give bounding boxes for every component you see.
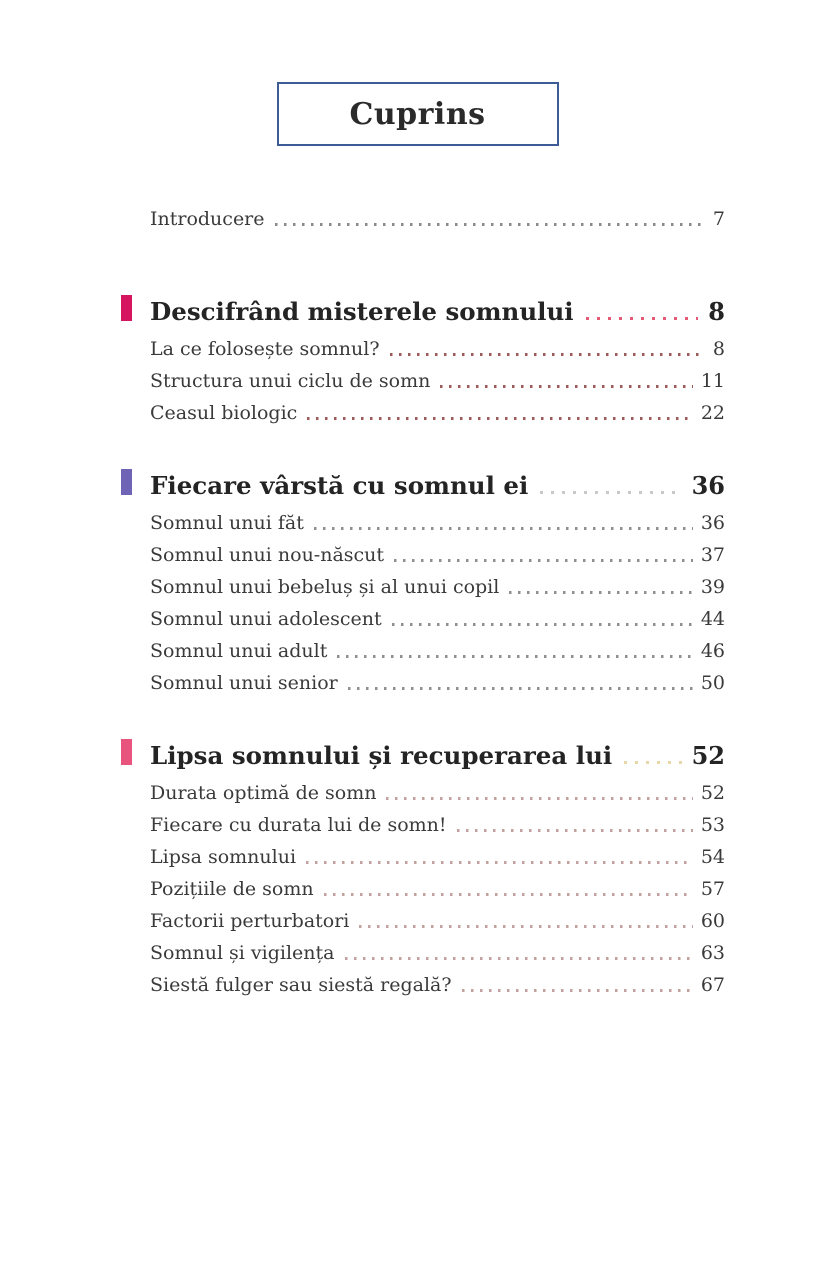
- dot-leader: [314, 527, 693, 530]
- toc-entry[interactable]: [150, 536, 725, 568]
- entry-label: Structura unui ciclu de somn: [150, 370, 431, 392]
- section-title: Descifrând misterele somnului: [150, 297, 574, 326]
- page-number: 57: [700, 878, 725, 900]
- toc-entry[interactable]: [150, 632, 725, 664]
- entry-label: Siestă fulger sau siestă regală?: [150, 974, 452, 996]
- toc-section-heading[interactable]: [150, 462, 725, 502]
- toc-entry[interactable]: [150, 330, 725, 362]
- entry-label: Somnul unui adult: [150, 640, 328, 662]
- entry-label: Pozițiile de somn: [150, 878, 314, 900]
- page-number: 67: [700, 974, 725, 996]
- dot-leader: [324, 893, 693, 896]
- toc-sections: [150, 288, 725, 998]
- dot-leader: [586, 317, 699, 321]
- page-number: 44: [700, 608, 725, 630]
- toc-entry[interactable]: [150, 600, 725, 632]
- dot-leader: [337, 655, 692, 658]
- dot-leader: [440, 385, 692, 388]
- page-number: 8: [712, 338, 725, 360]
- page-number: 60: [700, 910, 725, 932]
- toc-entry[interactable]: [150, 362, 725, 394]
- toc-entry[interactable]: [150, 504, 725, 536]
- entry-label: Durata optimă de somn: [150, 782, 377, 804]
- toc-section: [150, 462, 725, 696]
- toc-entry[interactable]: [150, 934, 725, 966]
- toc-content: [150, 200, 725, 998]
- section-accent-bar: [121, 469, 132, 495]
- entry-label: Factorii perturbatori: [150, 910, 350, 932]
- page-title: Cuprins: [349, 96, 486, 132]
- dot-leader: [462, 989, 693, 992]
- dot-leader: [624, 761, 681, 765]
- page-number: 46: [700, 640, 725, 662]
- toc-section: [150, 732, 725, 998]
- toc-entry[interactable]: [150, 394, 725, 426]
- toc-entry[interactable]: [150, 664, 725, 696]
- page-number: 52: [691, 741, 725, 770]
- page-number: 36: [700, 512, 725, 534]
- page-number: 8: [708, 297, 725, 326]
- toc-section: [150, 288, 725, 426]
- dot-leader: [348, 687, 693, 690]
- dot-leader: [345, 957, 693, 960]
- dot-leader: [540, 491, 681, 495]
- entry-label: Somnul unui făt: [150, 512, 304, 534]
- dot-leader: [275, 223, 705, 226]
- toc-page: [0, 82, 835, 1282]
- entry-label: Introducere: [150, 208, 265, 230]
- dot-leader: [390, 353, 705, 356]
- section-title: Fiecare vârstă cu somnul ei: [150, 471, 529, 500]
- dot-leader: [359, 925, 692, 928]
- entry-label: Somnul unui adolescent: [150, 608, 382, 630]
- dot-leader: [392, 623, 693, 626]
- section-accent-bar: [121, 739, 132, 765]
- toc-entry[interactable]: [150, 806, 725, 838]
- entry-label: Lipsa somnului: [150, 846, 297, 868]
- dot-leader: [306, 861, 693, 864]
- dot-leader: [386, 797, 692, 800]
- toc-entry[interactable]: [150, 966, 725, 998]
- entry-label: Somnul unui bebeluș și al unui copil: [150, 576, 500, 598]
- toc-title-box: [277, 82, 559, 146]
- page-number: 54: [700, 846, 725, 868]
- toc-entry[interactable]: [150, 774, 725, 806]
- page-number: 36: [691, 471, 725, 500]
- toc-section-heading[interactable]: [150, 732, 725, 772]
- dot-leader: [457, 829, 693, 832]
- page-number: 63: [700, 942, 725, 964]
- toc-entry[interactable]: [150, 870, 725, 902]
- toc-entry-introducere[interactable]: [150, 200, 725, 232]
- section-accent-bar: [121, 295, 132, 321]
- page-number: 7: [712, 208, 725, 230]
- page-number: 50: [700, 672, 725, 694]
- page-number: 39: [700, 576, 725, 598]
- page-number: 37: [700, 544, 725, 566]
- entry-label: Ceasul biologic: [150, 402, 298, 424]
- page-number: 53: [700, 814, 725, 836]
- entry-label: Somnul unui nou-născut: [150, 544, 385, 566]
- toc-entry[interactable]: [150, 838, 725, 870]
- entry-label: La ce folosește somnul?: [150, 338, 380, 360]
- dot-leader: [509, 591, 692, 594]
- page-number: 22: [700, 402, 725, 424]
- dot-leader: [307, 417, 693, 420]
- toc-section-heading[interactable]: [150, 288, 725, 328]
- toc-entry[interactable]: [150, 568, 725, 600]
- entry-label: Somnul și vigilența: [150, 942, 335, 964]
- toc-entry[interactable]: [150, 902, 725, 934]
- entry-label: Somnul unui senior: [150, 672, 338, 694]
- entry-label: Fiecare cu durata lui de somn!: [150, 814, 447, 836]
- page-number: 52: [700, 782, 725, 804]
- section-title: Lipsa somnului și recuperarea lui: [150, 741, 613, 770]
- page-number: 11: [700, 370, 725, 392]
- dot-leader: [394, 559, 693, 562]
